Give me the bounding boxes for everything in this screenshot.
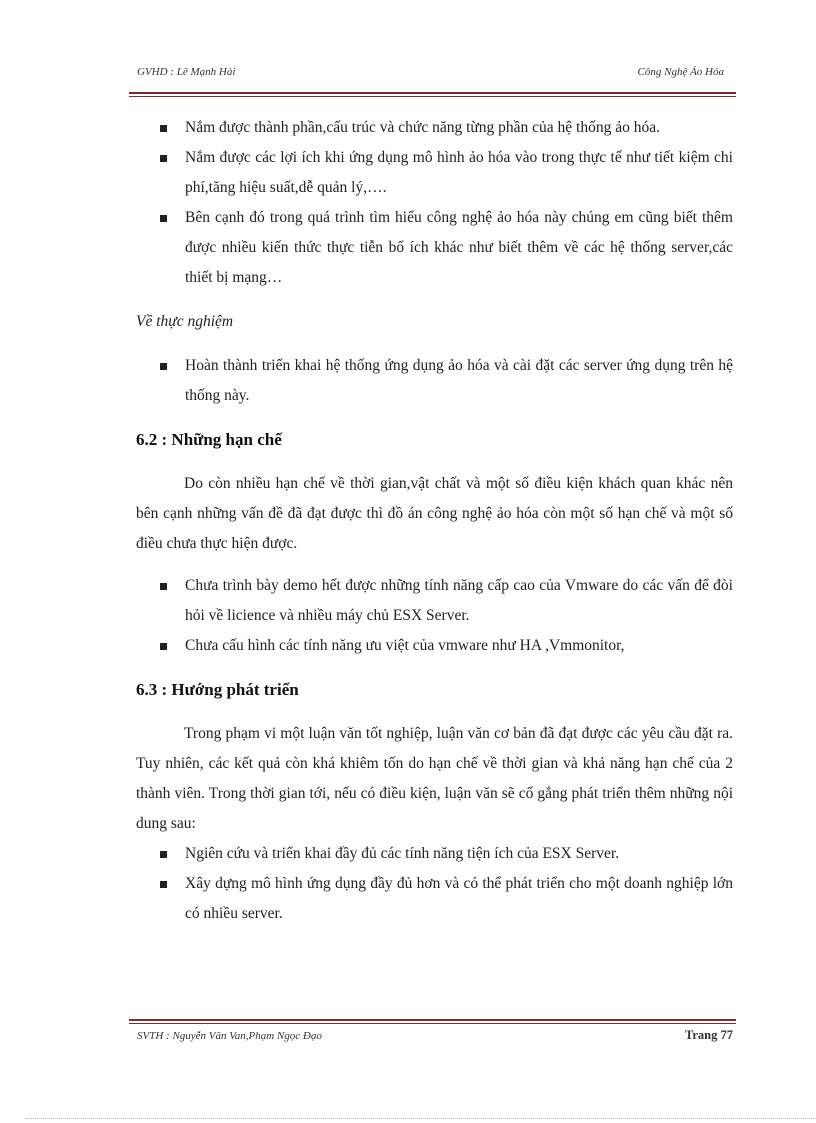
square-bullet-icon [160,583,167,590]
section-heading-limitations: 6.2 : Những hạn chế [136,430,282,449]
footer-authors: SVTH : Nguyễn Văn Van,Phạm Ngọc Đạo [137,1030,322,1042]
list-item: Chưa cấu hình các tính năng ưu việt của vmware như HA ,Vmmonitor, [136,631,733,661]
bullet-list-limitations [136,571,733,661]
subheading-experiment: Về thực nghiệm [136,313,234,330]
bullet-list-results [136,113,733,293]
square-bullet-icon [160,643,167,650]
list-item: Nắm được các lợi ích khi ứng dụng mô hình ảo hóa vào trong thực tế như tiết kiệm chi phí,tăng hiệu suất,dễ quản lý,…. [136,143,733,203]
square-bullet-icon [160,881,167,888]
list-item: Bên cạnh đó trong quá trình tìm hiểu công nghệ ảo hóa này chúng em cũng biết thêm được nhiều kiến thức thực tiễn bổ ích khác như biết thêm về các hệ thống server,các thiết bị mạng… [136,203,733,293]
list-item: Ngiên cứu và triển khai đầy đủ các tính năng tiện ích của ESX Server. [136,839,733,869]
square-bullet-icon [160,125,167,132]
list-item: Nắm được thành phần,cấu trúc và chức năng từng phần của hệ thống ảo hóa. [136,113,733,143]
square-bullet-icon [160,215,167,222]
bullet-list-future [136,839,733,929]
header-advisor: GVHD : Lê Mạnh Hải [137,66,236,78]
square-bullet-icon [160,851,167,858]
header-divider [129,92,736,97]
page-edge-dotted-line [26,1118,816,1119]
list-item: Hoàn thành triển khai hệ thống ứng dụng ảo hóa và cài đặt các server ứng dụng trên hệ thống này. [136,351,733,411]
paragraph-limitations: Do còn nhiều hạn chế về thời gian,vật chất và một số điều kiện khách quan khác nên bên cạnh những vấn đề đã đạt được thì đồ án công nghệ ảo hóa còn một số hạn chế và một số điều chưa thực hiện được. [136,475,733,552]
header-title: Công Nghệ Ảo Hóa [637,66,724,78]
square-bullet-icon [160,363,167,370]
square-bullet-icon [160,155,167,162]
section-heading-future: 6.3 : Hướng phát triển [136,680,299,699]
list-item: Xây dựng mô hình ứng dụng đầy đủ hơn và có thể phát triển cho một doanh nghiệp lớn có nhiều server. [136,869,733,929]
bullet-list-experiment [136,351,733,411]
paragraph-future: Trong phạm vi một luận văn tốt nghiệp, luận văn cơ bản đã đạt được các yêu cầu đặt ra. Tuy nhiên, các kết quả còn khá khiêm tốn do hạn chế về thời gian và khả năng hạn chế của 2 thành viên. Trong thời gian tới, nếu có điều kiện, luận văn sẽ cố gắng phát triển thêm những nội dung sau: [136,725,733,832]
footer-divider [129,1019,736,1024]
page-body [136,113,733,929]
page-number: Trang 77 [684,1028,733,1042]
list-item: Chưa trình bày demo hết được những tính năng cấp cao của Vmware do các vấn để đòi hỏi về licience và nhiều máy chủ ESX Server. [136,571,733,631]
